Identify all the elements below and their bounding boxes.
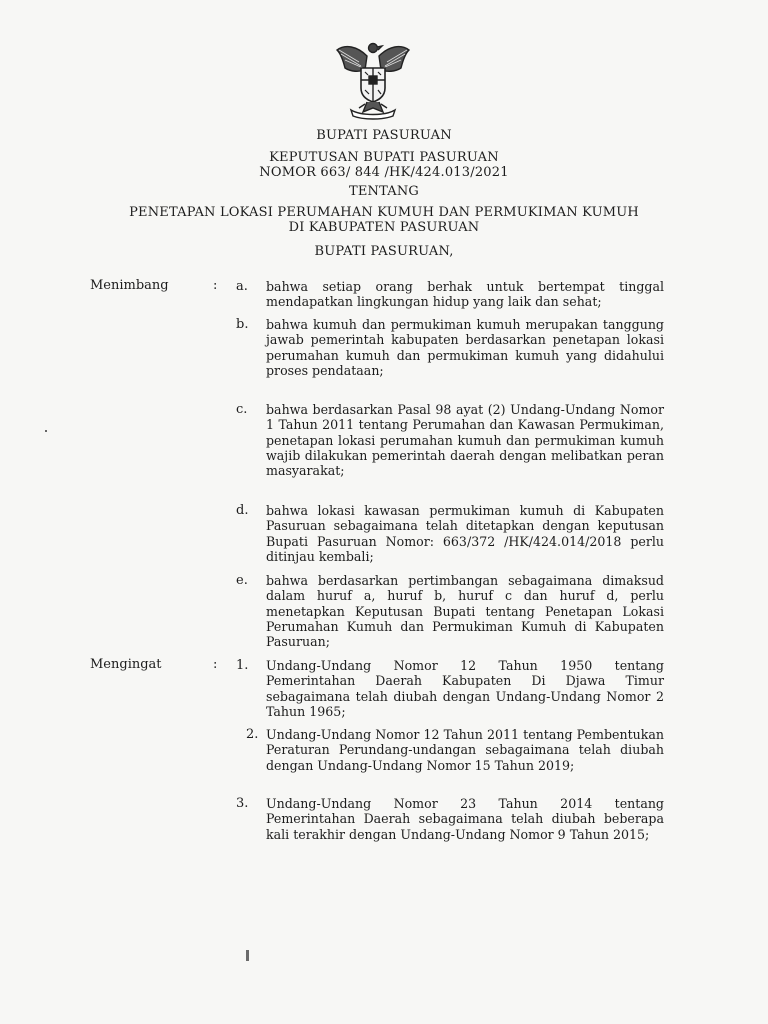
item-text: bahwa kumuh dan permukiman kumuh merupakan tanggung jawab pemerintah kabupaten berdasarkan penetapan lokasi perumahan kumuh dan permukiman kumuh yang didahului proses pendataan; — [266, 317, 664, 378]
item-text: bahwa setiap orang berhak untuk bertempat tinggal mendapatkan lingkungan hidup yang laik dan sehat; — [266, 279, 664, 310]
item-text: Undang-Undang Nomor 12 Tahun 1950 tentang Pemerintahan Daerah Kabupaten Di Djawa Timur sebagaimana telah diubah dengan Undang-Undang Nomor 2 Tahun 1965; — [266, 658, 664, 719]
scan-mark — [246, 950, 249, 961]
decree-title: KEPUTUSAN BUPATI PASURUAN — [269, 150, 499, 165]
decree-number: NOMOR 663/ 844 /HK/424.013/2021 — [259, 165, 509, 180]
item-marker: e. — [236, 573, 248, 588]
item-marker: 1. — [236, 658, 249, 673]
item-marker: a. — [236, 279, 248, 294]
about-heading: TENTANG — [348, 184, 420, 199]
mengingat-colon: : — [213, 657, 218, 672]
mengingat-label: Mengingat — [90, 657, 162, 672]
item-marker: 2. — [246, 727, 259, 742]
item-marker: b. — [236, 317, 249, 332]
subject-line-1: PENETAPAN LOKASI PERUMAHAN KUMUH DAN PERMUKIMAN KUMUH — [129, 205, 639, 220]
item-marker: c. — [236, 402, 248, 417]
item-text: bahwa berdasarkan Pasal 98 ayat (2) Undang-Undang Nomor 1 Tahun 2011 tentang Perumahan dan Kawasan Permukiman, penetapan lokasi perumahan kumuh dan permukiman kumuh wajib dilakukan pemerintah daerah dengan melibatkan peran masyarakat; — [266, 402, 664, 479]
garuda-emblem-icon — [331, 36, 415, 120]
issuer-heading: BUPATI PASURUAN, — [314, 244, 454, 259]
item-marker: 3. — [236, 796, 249, 811]
item-marker: d. — [236, 503, 249, 518]
regent-title: BUPATI PASURUAN — [316, 128, 452, 143]
menimbang-colon: : — [213, 278, 218, 293]
item-text: bahwa lokasi kawasan permukiman kumuh di Kabupaten Pasuruan sebagaimana telah ditetapkan dengan keputusan Bupati Pasuruan Nomor: 663/372 /HK/424.014/2018 perlu ditinjau kembali; — [266, 503, 664, 564]
item-text: Undang-Undang Nomor 12 Tahun 2011 tentang Pembentukan Peraturan Perundang-undangan sebagaimana telah diubah dengan Undang-Undang Nomor 15 Tahun 2019; — [266, 727, 664, 773]
item-text: Undang-Undang Nomor 23 Tahun 2014 tentang Pemerintahan Daerah sebagaimana telah diubah beberapa kali terakhir dengan Undang-Undang Nomor 9 Tahun 2015; — [266, 796, 664, 842]
scan-speck — [45, 430, 47, 432]
menimbang-label: Menimbang — [90, 278, 169, 293]
item-text: bahwa berdasarkan pertimbangan sebagaimana dimaksud dalam huruf a, huruf b, huruf c dan huruf d, perlu menetapkan Keputusan Bupati tentang Penetapan Lokasi Perumahan Kumuh dan Permukiman Kumuh di Kabupaten Pasuruan; — [266, 573, 664, 650]
subject-line-2: DI KABUPATEN PASURUAN — [288, 220, 480, 235]
